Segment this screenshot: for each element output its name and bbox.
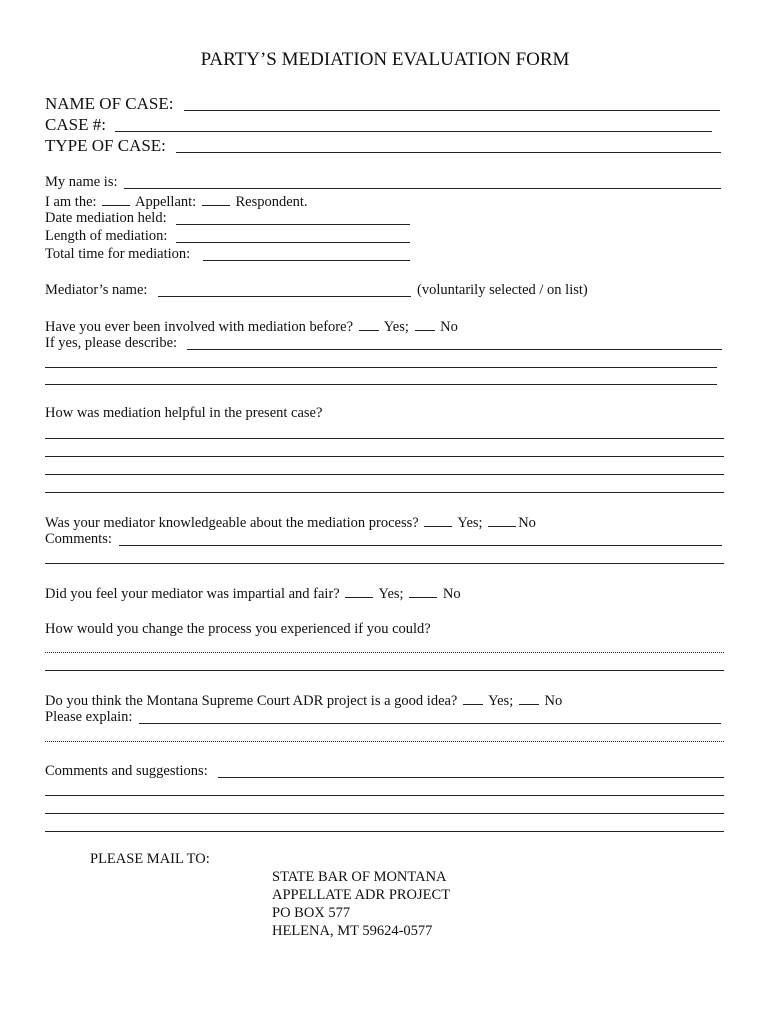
total-time-label: Total time for mediation:	[45, 246, 191, 262]
q3-yes-blank[interactable]	[424, 514, 452, 527]
i-am-the-label: I am the:	[45, 194, 97, 210]
q5-answer-line[interactable]	[45, 670, 724, 671]
q4-yes-label: Yes;	[378, 586, 404, 602]
q1-yes-blank[interactable]	[359, 318, 379, 331]
respondent-checkbox-blank[interactable]	[202, 193, 230, 206]
q6-answer-line[interactable]	[45, 741, 724, 742]
mailing-address	[272, 868, 450, 940]
q4-line	[45, 585, 461, 602]
q1-no-label: No	[440, 319, 458, 335]
address-line: PO BOX 577	[272, 905, 351, 921]
appellant-checkbox-blank[interactable]	[102, 193, 130, 206]
mediator-name-label: Mediator’s name:	[45, 282, 148, 298]
q3-comments-field[interactable]	[119, 545, 722, 546]
q6-no-label: No	[544, 693, 563, 709]
q6-no-blank[interactable]	[519, 692, 539, 705]
mail-to-label: PLEASE MAIL TO:	[90, 851, 210, 867]
q2-answer-line[interactable]	[45, 474, 724, 475]
q2-question: How was mediation helpful in the present case?	[45, 405, 323, 421]
q1-describe-label: If yes, please describe:	[45, 335, 178, 351]
q6-explain-label: Please explain:	[45, 709, 133, 725]
respondent-label: Respondent.	[235, 194, 308, 210]
type-of-case-label: TYPE OF CASE:	[45, 136, 166, 155]
length-field[interactable]	[176, 242, 410, 243]
q4-no-blank[interactable]	[409, 585, 437, 598]
appellant-label: Appellant:	[135, 194, 197, 210]
party-role-line	[45, 193, 308, 210]
q5-answer-line[interactable]	[45, 652, 724, 653]
comments-answer-line[interactable]	[45, 831, 724, 832]
q6-explain-field[interactable]	[139, 723, 721, 724]
q3-question: Was your mediator knowledgeable about the mediation process?	[45, 515, 419, 531]
name-of-case-label: NAME OF CASE:	[45, 94, 174, 113]
mediator-name-field[interactable]	[158, 296, 411, 297]
comments-suggestions-label: Comments and suggestions:	[45, 763, 208, 779]
q5-question: How would you change the process you experienced if you could?	[45, 621, 431, 637]
q2-answer-line[interactable]	[45, 456, 724, 457]
q1-answer-line[interactable]	[45, 367, 717, 368]
type-of-case-field[interactable]	[176, 152, 721, 153]
address-line: STATE BAR OF MONTANA	[272, 869, 447, 885]
q4-yes-blank[interactable]	[345, 585, 373, 598]
comments-suggestions-field[interactable]	[218, 777, 724, 778]
comments-answer-line[interactable]	[45, 813, 724, 814]
q1-describe-field[interactable]	[187, 349, 722, 350]
q4-no-label: No	[442, 586, 461, 602]
date-held-label: Date mediation held:	[45, 210, 167, 226]
q3-line	[45, 514, 536, 531]
q1-answer-line[interactable]	[45, 384, 717, 385]
q3-yes-label: Yes;	[457, 515, 483, 531]
mediator-selection-note: (voluntarily selected / on list)	[417, 282, 588, 298]
comments-answer-line[interactable]	[45, 795, 724, 796]
q1-yes-label: Yes;	[383, 319, 409, 335]
q3-no-label: No	[518, 515, 536, 531]
q1-question: Have you ever been involved with mediation before?	[45, 319, 354, 335]
q6-yes-label: Yes;	[488, 693, 514, 709]
my-name-field[interactable]	[124, 188, 721, 189]
name-of-case-field[interactable]	[184, 110, 720, 111]
q1-no-blank[interactable]	[415, 318, 435, 331]
q2-answer-line[interactable]	[45, 438, 724, 439]
address-line: APPELLATE ADR PROJECT	[272, 887, 451, 903]
q4-question: Did you feel your mediator was impartial and fair?	[45, 586, 340, 602]
q6-line	[45, 692, 562, 709]
case-number-label: CASE #:	[45, 115, 106, 134]
length-label: Length of mediation:	[45, 228, 168, 244]
total-time-field[interactable]	[203, 260, 410, 261]
q3-comments-label: Comments:	[45, 531, 112, 547]
q1-line	[45, 318, 458, 335]
q2-answer-line[interactable]	[45, 492, 724, 493]
address-line: HELENA, MT 59624-0577	[272, 923, 433, 939]
case-number-field[interactable]	[115, 131, 712, 132]
date-held-field[interactable]	[176, 224, 410, 225]
q3-no-blank[interactable]	[488, 514, 516, 527]
form-title: PARTY’S MEDIATION EVALUATION FORM	[200, 49, 570, 70]
my-name-label: My name is:	[45, 174, 118, 190]
q3-answer-line[interactable]	[45, 563, 724, 564]
q6-question: Do you think the Montana Supreme Court ADR project is a good idea?	[45, 693, 458, 709]
q6-yes-blank[interactable]	[463, 692, 483, 705]
